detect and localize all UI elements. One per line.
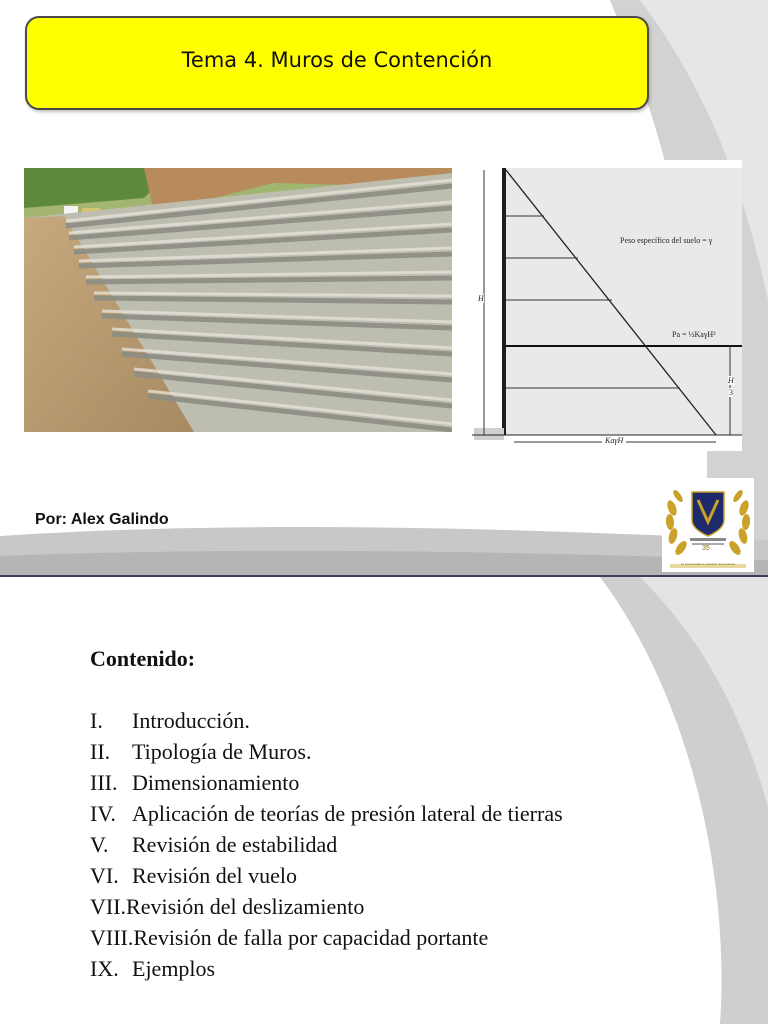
contents-list (90, 705, 563, 984)
item-text: Revisión del vuelo (132, 863, 297, 888)
item-text: Revisión de falla por capacidad portante (133, 925, 489, 950)
earth-pressure-diagram (472, 160, 742, 451)
item-number: VII. (90, 894, 127, 919)
list-item (90, 798, 563, 829)
item-text: Ejemplos (132, 956, 216, 981)
university-logo (662, 478, 754, 572)
item-number: III. (90, 770, 118, 795)
diagram-third-num: H (728, 376, 734, 385)
item-number: VIII. (90, 925, 134, 950)
author-line: Por: Alex Galindo (35, 511, 169, 528)
item-number: IX. (90, 956, 119, 981)
diagram-third-den: 3 (729, 388, 733, 397)
diagram-base-label: KaγH (602, 436, 626, 445)
item-text: Revisión del deslizamiento (126, 894, 365, 919)
item-text: Aplicación de teorías de presión lateral de tierras (132, 801, 563, 826)
item-number: I. (90, 708, 103, 733)
diagram-force-label: Pa = ½KaγH² (672, 330, 716, 339)
list-item (90, 922, 563, 953)
item-number: VI. (90, 863, 119, 888)
list-item (90, 736, 563, 767)
title-banner (25, 16, 649, 110)
list-item (90, 860, 563, 891)
list-item (90, 829, 563, 860)
item-number: V. (90, 832, 109, 857)
item-number: II. (90, 739, 111, 764)
list-item (90, 953, 563, 984)
contents-heading: Contenido: (90, 646, 196, 671)
item-text: Introducción. (132, 708, 250, 733)
retaining-wall-photo (24, 168, 452, 432)
list-item (90, 891, 563, 922)
slide-title: Tema 4. Muros de Contención (181, 48, 493, 72)
item-text: Revisión de estabilidad (132, 832, 338, 857)
item-text: Dimensionamiento (132, 770, 300, 795)
diagram-density-label: Peso específico del suelo = γ (620, 236, 713, 245)
item-text: Tipología de Muros. (132, 739, 312, 764)
diagram-height-label: H (478, 294, 484, 303)
list-item (90, 767, 563, 798)
logo-number: 35 (702, 545, 710, 552)
item-number: IV. (90, 801, 116, 826)
logo-caption: La Universidad de prestigio de Honduras (680, 562, 736, 566)
list-item (90, 705, 563, 736)
